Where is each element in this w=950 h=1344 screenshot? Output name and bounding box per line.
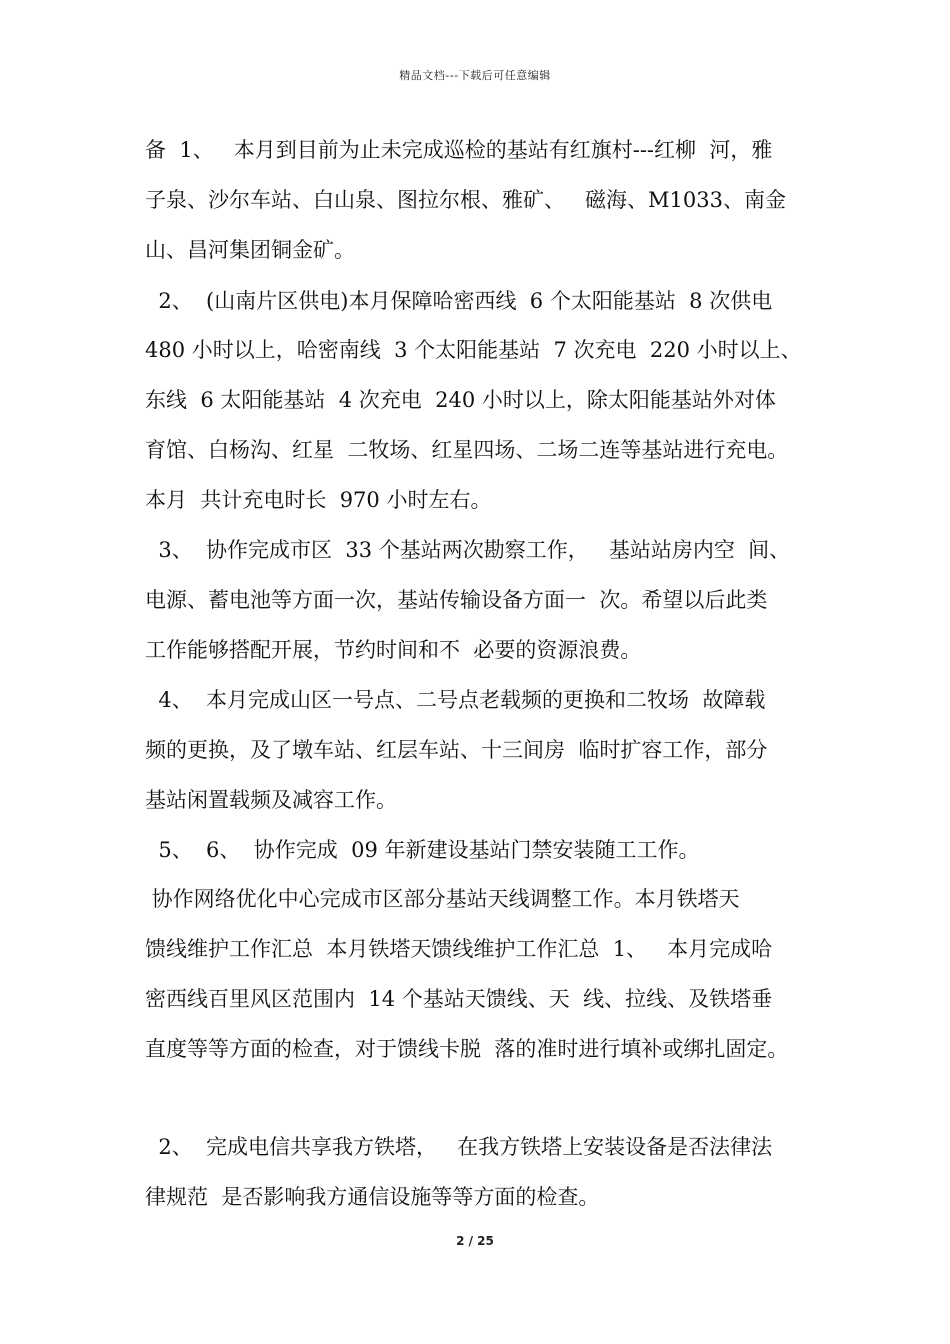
body-line: 3、 协作完成市区 33 个基站两次勘察工作， 基站站房内空 间、 — [145, 538, 791, 562]
body-line: 山、昌河集团铜金矿。 — [145, 238, 355, 262]
body-line: 2、 (山南片区供电)本月保障哈密西线 6 个太阳能基站 8 次供电 — [145, 289, 773, 313]
page-number: 2 / 25 — [456, 1234, 494, 1248]
body-line: 馈线维护工作汇总 本月铁塔天馈线维护工作汇总 1、 本月完成哈 — [145, 937, 773, 961]
body-line: 东线 6 太阳能基站 4 次充电 240 小时以上，除太阳能基站外对体 — [145, 388, 776, 412]
body-line: 本月 共计充电时长 970 小时左右。 — [145, 488, 492, 512]
body-line: 密西线百里风区范围内 14 个基站天馈线、天 线、拉线、及铁塔垂 — [145, 987, 773, 1011]
body-line: 育馆、白杨沟、红星 二牧场、红星四场、二场二连等基站进行充电。 — [145, 438, 789, 462]
body-line: 基站闲置载频及减容工作。 — [145, 788, 397, 812]
body-line: 直度等等方面的检查，对于馈线卡脱 落的准时进行填补或绑扎固定。 — [145, 1037, 789, 1061]
page-header: 精品文档---下载后可任意编辑 — [399, 69, 551, 82]
body-line: 协作网络优化中心完成市区部分基站天线调整工作。本月铁塔天 — [145, 887, 740, 911]
body-line: 480 小时以上，哈密南线 3 个太阳能基站 7 次充电 220 小时以上、 — [145, 338, 802, 362]
body-line: 电源、蓄电池等方面一次，基站传输设备方面一 次。希望以后此类 — [145, 588, 768, 612]
body-line: 子泉、沙尔车站、白山泉、图拉尔根、雅矿、 磁海、M1033、南金 — [145, 188, 786, 212]
body-line: 备 1、 本月到目前为止未完成巡检的基站有红旗村---红柳 河，雅 — [145, 138, 773, 162]
body-line: 律规范 是否影响我方通信设施等等方面的检查。 — [145, 1185, 600, 1209]
body-line: 5、 6、 协作完成 09 年新建设基站门禁安装随工工作。 — [145, 838, 700, 862]
body-line: 频的更换，及了墩车站、红层车站、十三间房 临时扩容工作，部分 — [145, 738, 768, 762]
body-line: 2、 完成电信共享我方铁塔， 在我方铁塔上安装设备是否法律法 — [145, 1135, 773, 1159]
body-line: 4、 本月完成山区一号点、二号点老载频的更换和二牧场 故障载 — [145, 688, 766, 712]
body-line: 工作能够搭配开展，节约时间和不 必要的资源浪费。 — [145, 638, 642, 662]
